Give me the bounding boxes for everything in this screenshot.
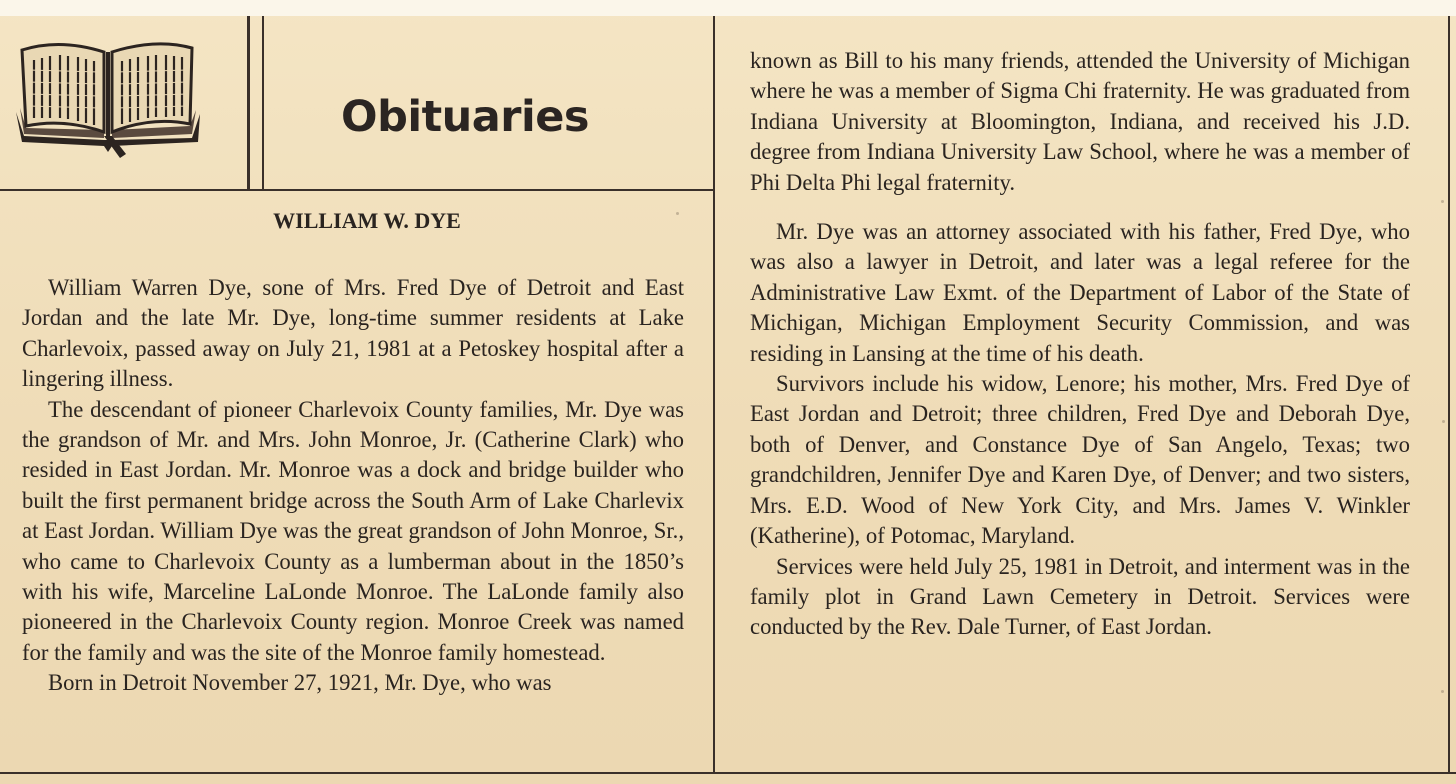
paragraph: The descendant of pioneer Charlevoix County families, Mr. Dye was the grandson of Mr. and Mrs. John Monroe, Jr. (Catherine Clark) who resided in East Jordan. Mr. Monroe was a dock and bridge builder who built the first permanent bridge across the South Arm of Lake Charlevix at East Jordan. William Dye was the great grandson of John Monroe, Sr., who came to Charlevoix County as a lumberman about in the 1850’s with his wife, Marceline LaLonde Monroe. The LaLonde family also pioneered in the Charlevoix County region. Monroe Creek was named for the family and was the site of the Monroe family homestead.	[22, 396, 684, 665]
page-bottom-rule	[0, 772, 1456, 774]
paper-speck	[1441, 690, 1444, 693]
paragraph: William Warren Dye, sone of Mrs. Fred Dye of Detroit and East Jordan and the late Mr. Dye, long-time summer residents at Lake Charlevoix, passed away on July 21, 1981 at a Petoskey hospital after a lingering illness.	[22, 275, 684, 392]
masthead-divider-2	[262, 16, 264, 190]
left-column	[22, 273, 684, 699]
paragraph: Born in Detroit November 27, 1921, Mr. Dye, who was	[48, 670, 552, 696]
right-column	[750, 46, 1410, 643]
paper-speck	[676, 212, 679, 215]
paragraph: Services were held July 25, 1981 in Detroit, and interment was in the family plot in Grand Lawn Cemetery in Detroit. Services were conducted by the Rev. Dale Turner, of East Jordan.	[750, 553, 1410, 640]
page-title: Obituaries	[341, 92, 589, 142]
paragraph: Survivors include his widow, Lenore; his mother, Mrs. Fred Dye of East Jordan and Detroit; three children, Fred Dye and Deborah Dye, both of Denver, and Constance Dye of San Angelo, Texas; two grandchildren, Jennifer Dye and Karen Dye, of Denver; and two sisters, Mrs. E.D. Wood of New York City, and Mrs. James V. Winkler (Katherine), of Potomac, Maryland.	[750, 371, 1410, 549]
paper-speck	[1441, 200, 1444, 203]
masthead-bottom-rule	[0, 189, 714, 191]
obituary-heading: WILLIAM W. DYE	[273, 208, 461, 233]
column-divider	[713, 16, 715, 773]
right-border	[1448, 16, 1450, 773]
paper-speck	[1442, 420, 1445, 423]
page-top-edge	[0, 0, 1456, 16]
masthead-divider-1	[247, 16, 250, 190]
paragraph: known as Bill to his many friends, attended the University of Michigan where he was a member of Sigma Chi fraternity. He was graduated from Indiana University at Bloomington, Indiana, and received his J.D. degree from Indiana University Law School, where he was a member of Phi Delta Phi legal fraternity.	[750, 48, 1410, 195]
paragraph: Mr. Dye was an attorney associated with his father, Fred Dye, who was also a lawyer in Detroit, and later was a legal referee for the Administrative Law Exmt. of the Department of Labor of the State of Michigan, Michigan Employment Security Commission, and was residing in Lansing at the time of his death.	[750, 219, 1410, 366]
open-book-icon	[12, 34, 202, 160]
